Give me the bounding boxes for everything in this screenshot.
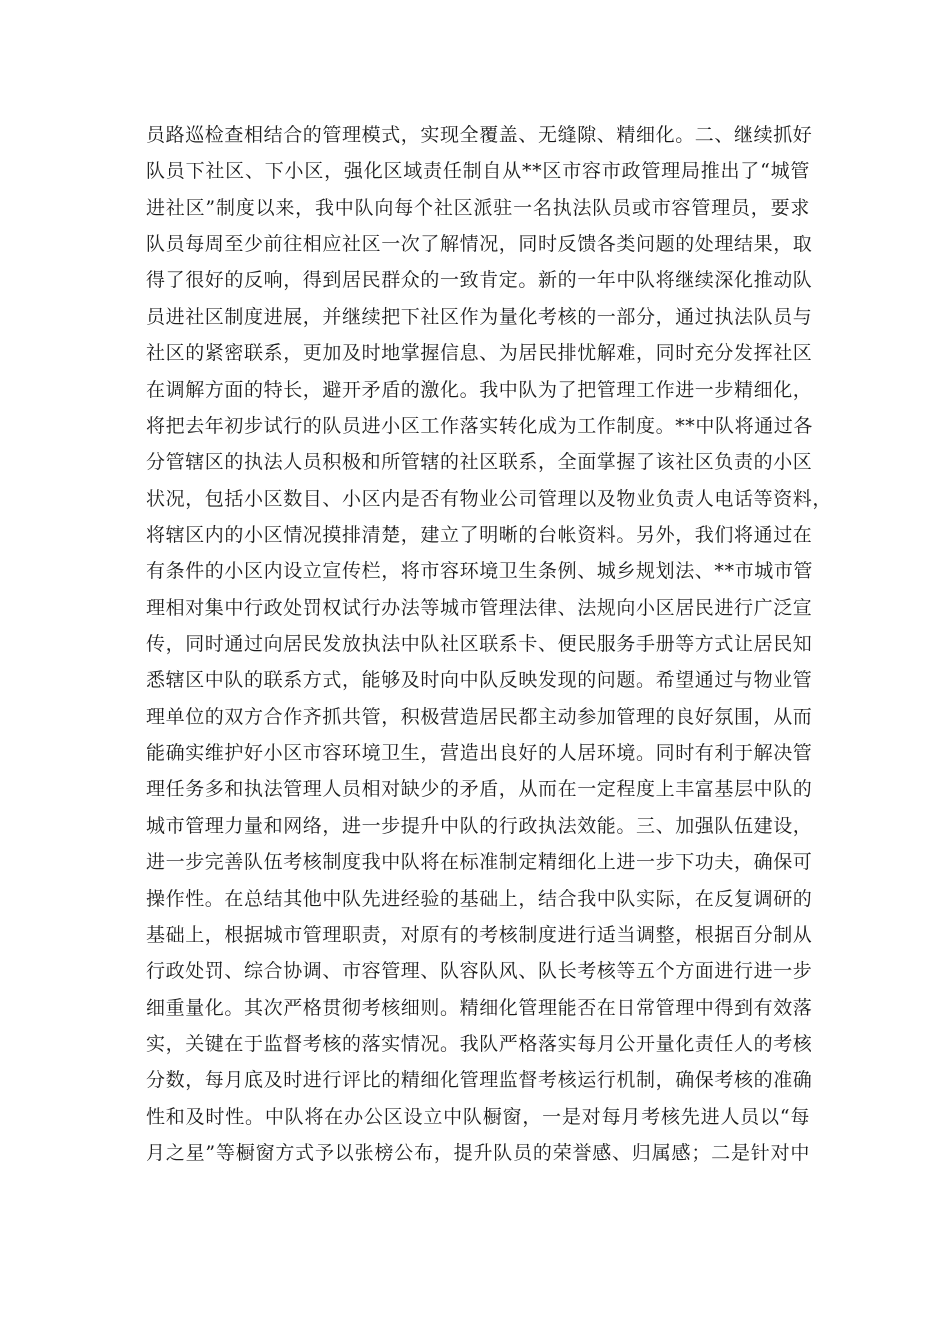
text-line: 行政处罚、综合协调、市容管理、队容队风、队长考核等五个方面进行进一步 <box>146 960 813 983</box>
text-line: 员路巡检查相结合的管理模式，实现全覆盖、无缝隙、精细化。二、继续抓好 <box>146 124 813 146</box>
text-line: 分管辖区的执法人员积极和所管辖的社区联系，全面掌握了该社区负责的小区 <box>146 451 813 474</box>
text-line: 月之星”等橱窗方式予以张榜公布，提升队员的荣誉感、归属感；二是针对中 <box>146 1142 810 1165</box>
text-line: 得了很好的反响，得到居民群众的一致肯定。新的一年中队将继续深化推动队 <box>146 269 813 292</box>
text-line: 进一步完善队伍考核制度我中队将在标准制定精细化上进一步下功夫，确保可 <box>146 851 813 874</box>
text-line: 有条件的小区内设立宣传栏，将市容环境卫生条例、城乡规划法、**市城市管 <box>146 560 814 583</box>
text-line: 理相对集中行政处罚权试行办法等城市管理法律、法规向小区居民进行广泛宣 <box>146 596 813 619</box>
text-line: 分数，每月底及时进行评比的精细化管理监督考核运行机制，确保考核的准确 <box>146 1069 813 1092</box>
text-line: 进社区”制度以来，我中队向每个社区派驻一名执法队员或市容管理员，要求 <box>146 196 810 219</box>
text-line: 细重量化。其次严格贯彻考核细则。精细化管理能否在日常管理中得到有效落 <box>146 996 813 1019</box>
text-line: 传，同时通过向居民发放执法中队社区联系卡、便民服务手册等方式让居民知 <box>146 633 813 656</box>
text-line: 操作性。在总结其他中队先进经验的基础上，结合我中队实际，在反复调研的 <box>146 887 813 910</box>
text-line: 将把去年初步试行的队员进小区工作落实转化成为工作制度。**中队将通过各 <box>146 414 814 437</box>
text-line: 社区的紧密联系，更加及时地掌握信息、为居民排忧解难，同时充分发挥社区 <box>146 342 813 365</box>
text-line: 状况，包括小区数目、小区内是否有物业公司管理以及物业负责人电话等资料， <box>146 487 833 510</box>
text-line: 员进社区制度进展，并继续把下社区作为量化考核的一部分，通过执法队员与 <box>146 305 813 328</box>
text-line: 性和及时性。中队将在办公区设立中队橱窗，一是对每月考核先进人员以“每 <box>146 1105 810 1128</box>
text-line: 悉辖区中队的联系方式，能够及时向中队反映发现的问题。希望通过与物业管 <box>146 669 813 692</box>
text-line: 能确实维护好小区市容环境卫生，营造出良好的人居环境。同时有利于解决管 <box>146 742 813 765</box>
text-line: 队员下社区、下小区，强化区域责任制自从**区市容市政管理局推出了“城管 <box>146 160 810 183</box>
text-line: 城市管理力量和网络，进一步提升中队的行政执法效能。三、加强队伍建设， <box>146 814 813 837</box>
text-line: 理任务多和执法管理人员相对缺少的矛盾，从而在一定程度上丰富基层中队的 <box>146 778 813 801</box>
body-text <box>146 117 833 1171</box>
text-line: 实，关键在于监督考核的落实情况。我队严格落实每月公开量化责任人的考核 <box>146 1032 813 1055</box>
text-line: 队员每周至少前往相应社区一次了解情况，同时反馈各类问题的处理结果，取 <box>146 233 813 256</box>
text-line: 基础上，根据城市管理职责，对原有的考核制度进行适当调整，根据百分制从 <box>146 923 813 946</box>
text-line: 理单位的双方合作齐抓共管，积极营造居民都主动参加管理的良好氛围，从而 <box>146 705 813 728</box>
text-line: 在调解方面的特长，避开矛盾的激化。我中队为了把管理工作进一步精细化， <box>146 378 813 401</box>
text-line: 将辖区内的小区情况摸排清楚，建立了明晰的台帐资料。另外，我们将通过在 <box>146 523 813 546</box>
